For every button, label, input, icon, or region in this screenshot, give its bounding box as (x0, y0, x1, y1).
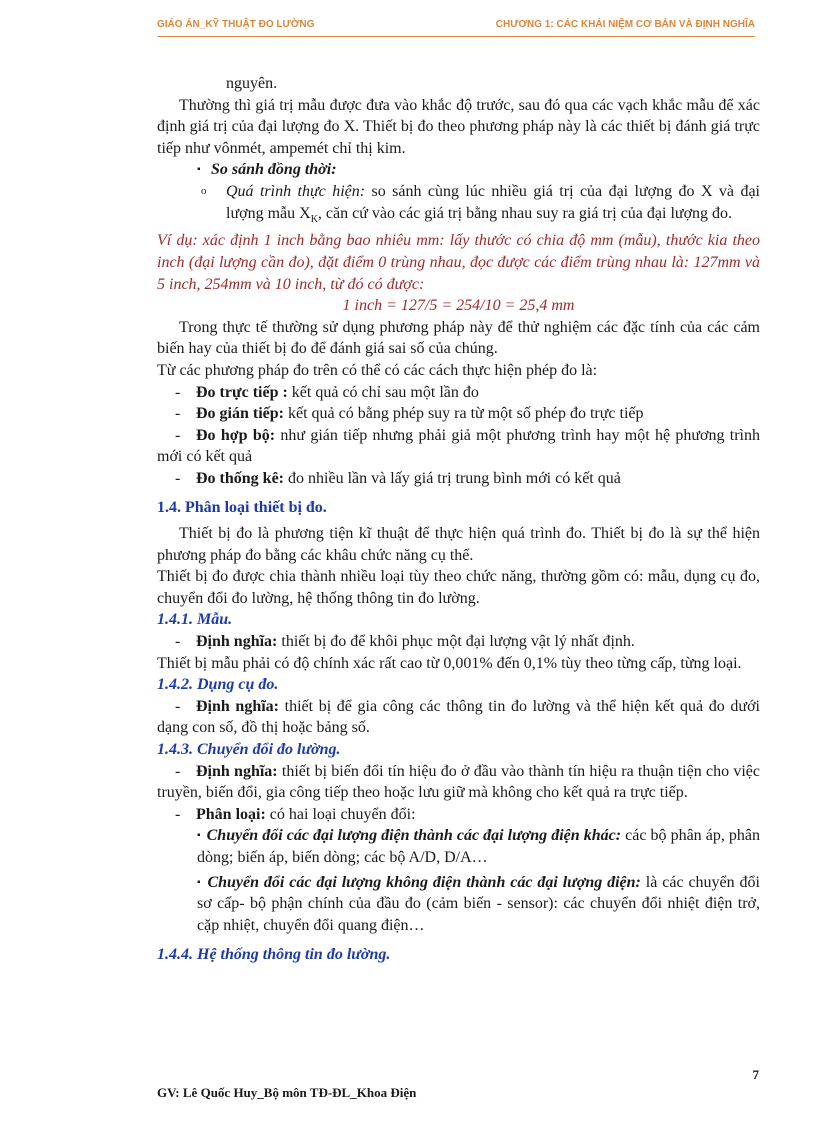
method-text: kết quả có chỉ sau một lần đo (287, 383, 479, 401)
paragraph-mau-accuracy: Thiết bị mẫu phải có độ chính xác rất cao từ 0,001% đến 0,1% tùy theo từng cấp, từng loại. (157, 654, 742, 672)
footer-author: GV: Lê Quốc Huy_Bộ môn TĐ-ĐL_Khoa Điện (157, 1085, 417, 1100)
converter-type-text: là các chuyển đổi sơ cấp- bộ phận chính của đầu đo (cảm biến - sensor): các chuyển đổi nhiệt điện trở, cặp nhiệt, chuyển đổi quang điện… (197, 873, 761, 934)
method-item: - Đo thống kê: đo nhiều lần và lấy giá trị trung bình mới có kết quả (175, 469, 621, 487)
method-item: - Đo trực tiếp : kết quả có chỉ sau một lần đo (175, 383, 479, 401)
method-label: Đo thống kê: (196, 469, 285, 487)
section-heading-1-4: 1.4. Phân loại thiết bị đo. (157, 499, 327, 517)
header-course-title: GIÁO ÁN_KỸ THUẬT ĐO LƯỜNG (157, 19, 315, 30)
section-heading-1-4-2: 1.4.2. Dụng cụ đo. (157, 676, 279, 694)
definition-text: thiết bị để gia công các thông tin đo lường và thể hiện kết quả đo dưới dạng con số, đồ thị hoặc bảng số. (157, 697, 760, 737)
converter-type-label: Chuyển đổi các đại lượng không điện thành các đại lượng điện: (207, 873, 641, 891)
paragraph-thiet-bi-2: Thiết bị đo được chia thành nhiều loại tùy theo chức năng, thường gồm có: mẫu, dụng cụ đo, chuyển đổi đo lường, hệ thống thông tin đo lường. (157, 568, 760, 607)
definition-chuyen-doi: - Định nghĩa: thiết bị biến đổi tín hiệu đo ở đầu vào thành tín hiệu ra thuận tiện cho việc truyền, biến đổi, gia công tiếp theo hoặc lưu giữ mà không cho kết quả ra trực tiếp. (157, 762, 760, 802)
definition-label: Định nghĩa: (196, 762, 278, 780)
bullet-so-sanh (157, 159, 760, 181)
converter-type-electric (157, 825, 760, 868)
definition-text: thiết bị biến đổi tín hiệu đo ở đầu vào thành tín hiệu ra thuận tiện cho việc truyền, biến đổi, gia công tiếp theo hoặc lưu giữ mà không cho kết quả ra trực tiếp. (157, 762, 760, 802)
method-label: Đo gián tiếp: (196, 405, 284, 423)
method-text: đo nhiều lần và lấy giá trị trung bình mới có kết quả (284, 469, 621, 487)
section-heading-1-4-4: 1.4.4. Hệ thống thông tin đo lường. (157, 946, 391, 964)
converter-type-non-electric (157, 872, 760, 937)
phan-loai-text: có hai loại chuyển đổi: (265, 805, 416, 823)
method-label: Đo hợp bộ: (196, 426, 276, 444)
square-bullet-icon: ▪ (197, 876, 202, 888)
qua-trinh-label: Quá trình thực hiện: (226, 182, 366, 200)
example-formula: 1 inch = 127/5 = 254/10 = 25,4 mm (342, 297, 575, 315)
qua-trinh-text-a: so sánh cùng lúc nhiều giá trị của đại lượng đo X và đại lượng mẫu X (226, 182, 760, 222)
converter-type-label: Chuyển đổi các đại lượng điện thành các đại lượng điện khác: (206, 827, 622, 845)
page-number: 7 (752, 1067, 759, 1082)
method-item: - Đo hợp bộ: như gián tiếp nhưng phải giả một phương trình hay một hệ phương trình mới có kết quả (157, 426, 761, 466)
method-label: Đo trực tiếp : (196, 383, 288, 401)
method-text: như gián tiếp nhưng phải giả một phương trình hay một hệ phương trình mới có kết quả (157, 426, 761, 466)
example-paragraph: Ví dụ: xác định 1 inch bằng bao nhiêu mm: lấy thước có chia độ mm (mẫu), thước kia theo inch (đại lượng cần đo), đặt điểm 0 trùng nhau, đọc được các điểm trùng nhau là: 127mm và 5 inch, 254mm và 10 inch, từ đó có được: (157, 232, 760, 293)
definition-dung-cu: - Định nghĩa: thiết bị để gia công các thông tin đo lường và thể hiện kết quả đo dưới dạng con số, đồ thị hoặc bảng số. (157, 697, 760, 737)
page-header (157, 16, 755, 37)
paragraph-thiet-bi-1: Thiết bị đo là phương tiện kĩ thuật để thực hiện quá trình đo. Thiết bị đo là sự thể hiện phương pháp đo bằng các khâu chức năng cụ thể. (157, 525, 760, 564)
bullet-qua-trinh (157, 181, 760, 230)
header-chapter-title: CHƯƠNG 1: CÁC KHÁI NIỆM CƠ BẢN VÀ ĐỊNH NGHĨA (495, 19, 755, 30)
section-heading-1-4-1: 1.4.1. Mẫu. (157, 611, 233, 629)
qua-trinh-text-b: , căn cứ vào các giá trị bằng nhau suy ra giá trị của đại lượng đo. (317, 204, 733, 222)
definition-text: thiết bị đo để khôi phục một đại lượng vật lý nhất định. (277, 633, 635, 651)
square-bullet-icon: ▪ (197, 164, 201, 176)
document-body (157, 73, 760, 966)
paragraph-tu-cac: Từ các phương pháp đo trên có thể có các cách thực hiện phép đo là: (157, 361, 598, 379)
definition-mau: - Định nghĩa: thiết bị đo để khôi phục một đại lượng vật lý nhất định. (175, 633, 635, 651)
definition-label: Định nghĩa: (196, 633, 278, 651)
phan-loai-label: Phân loại: (196, 805, 266, 823)
so-sanh-title: So sánh đồng thời: (211, 161, 337, 179)
section-heading-1-4-3: 1.4.3. Chuyển đổi đo lường. (157, 741, 341, 758)
qua-trinh-subscript: K (310, 213, 318, 225)
converter-type-text: các bộ phân áp, phân dòng; biến áp, biến dòng; các bộ A/D, D/A… (197, 827, 761, 866)
method-item: - Đo gián tiếp: kết quả có bằng phép suy ra từ một số phép đo trực tiếp (175, 405, 644, 423)
circle-bullet-icon: o (201, 184, 207, 197)
phan-loai-item: - Phân loại: có hai loại chuyển đổi: (175, 805, 416, 823)
paragraph-nguyen: nguyên. (226, 75, 278, 92)
paragraph-thuong-thi: Thường thì giá trị mẫu được đưa vào khắc độ trước, sau đó qua các vạch khắc mẫu để xác định giá trị của đại lượng đo X. Thiết bị đo theo phương pháp này là các thiết bị đánh giá trực tiếp như vônmét, ampemét chỉ thị kim. (157, 96, 760, 157)
method-text: kết quả có bằng phép suy ra từ một số phép đo trực tiếp (284, 405, 644, 423)
square-bullet-icon: ▪ (197, 830, 201, 842)
paragraph-trong-thuc-te: Trong thực tế thường sử dụng phương pháp này để thử nghiệm các đặc tính của các cảm biến hay của thiết bị đo để đánh giá sai số của chúng. (157, 318, 760, 358)
definition-label: Định nghĩa: (196, 697, 279, 715)
